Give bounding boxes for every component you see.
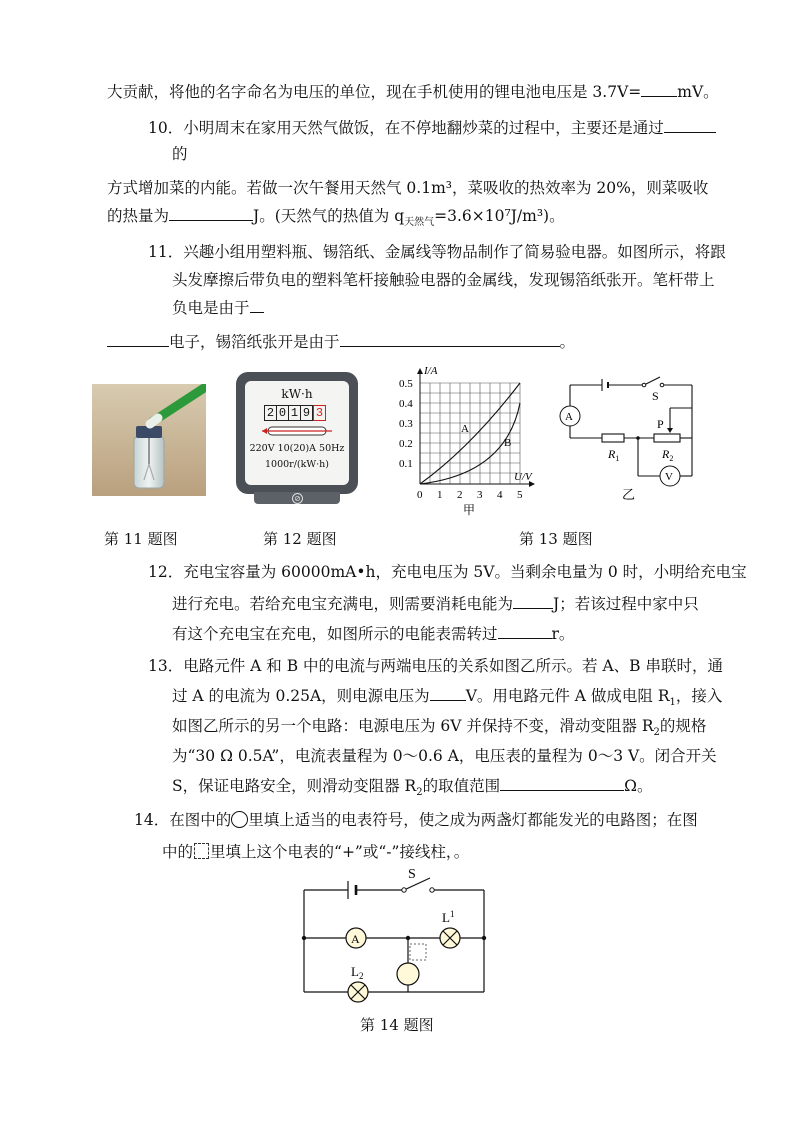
q13-text-b: V。用电路元件 A 做成电阻 R: [465, 687, 670, 705]
terminal-box: [410, 944, 426, 960]
q11-text: 负电是由于: [172, 299, 250, 317]
y-tick: 0.2: [399, 438, 413, 450]
q14-line1: [134, 810, 698, 830]
q12-text-d: r。: [551, 625, 575, 643]
switch-label-14: S: [408, 867, 416, 882]
q14-text-a: 14．在图中的: [134, 811, 232, 829]
r2-symbol: R: [662, 447, 670, 461]
meter-digit: 0: [277, 405, 289, 421]
meter-spec: 220V 10(20)A 50Hz: [249, 443, 345, 454]
fig14-caption: 第 14 题图: [360, 1016, 434, 1034]
l1-label: [442, 909, 454, 925]
q13-text-h: Ω。: [624, 777, 653, 795]
x-axis-label: U/V: [514, 471, 532, 483]
q9-blank[interactable]: [641, 82, 677, 97]
meter-unit: kW·h: [281, 387, 313, 401]
meter-digit: 9: [301, 405, 313, 421]
l1-sub: 1: [449, 909, 455, 919]
q13-text-e: 的规格: [659, 717, 707, 735]
q10-text: 10．小明周末在家用天然气做饭，在不停地翻炒菜的过程中，主要还是通过: [148, 119, 664, 137]
q10-blank-2[interactable]: [169, 206, 253, 221]
q13-text-c: ，接入: [675, 687, 723, 705]
x-tick: 0: [417, 489, 423, 501]
q13-text-d: 如图乙所示的另一个电路：电源电压为 6V 并保持不变，滑动变阻器 R: [172, 717, 654, 735]
q14-text-b: 里填上适当的电表符号，使之成为两盏灯都能发光的电路图；在图: [248, 811, 698, 829]
q13-sub-1: 1: [669, 697, 676, 709]
graph-grid: [420, 383, 520, 484]
switch-label: S: [652, 389, 659, 403]
l2-label: [351, 964, 363, 981]
q10-text-b: J。(天然气的热值为 q: [253, 207, 405, 225]
blank-meter-circle: [397, 963, 419, 985]
q12-line1: 12．充电宝容量为 60000mA•h，充电电压为 5V。当剩余电量为 0 时，小明给充电宝: [148, 563, 747, 581]
x-tick: 4: [497, 489, 503, 501]
y-tick: 0.4: [399, 398, 413, 410]
q12-line2: [172, 594, 699, 614]
q10-blank-1[interactable]: [664, 118, 716, 133]
meter-disk-icon: [258, 425, 336, 437]
l1-symbol: L: [442, 910, 450, 925]
q13-line1: 13．电路元件 A 和 B 中的电流与两端电压的关系如图乙所示。若 A、B 串联时，通: [148, 657, 723, 675]
y-axis-label: I/A: [424, 365, 438, 377]
q12-line3: [172, 624, 574, 644]
r1-label: [607, 447, 619, 463]
q14-text-c: 中的: [162, 843, 194, 861]
l2-sub: 2: [358, 971, 364, 981]
x-tick: 3: [477, 489, 483, 501]
voltmeter-label: V: [665, 471, 673, 483]
l2-symbol: L: [351, 964, 359, 979]
q13-line2: [172, 686, 722, 713]
meter-screw-icon: ⊘: [292, 493, 303, 504]
r2-sub: 2: [669, 454, 674, 463]
q14-line2: [162, 842, 469, 862]
meter-digit-decimal: 3: [313, 405, 326, 421]
q11-line2: 头发摩擦后带负电的塑料笔杆接触验电器的金属线，发现锡箔纸张开。笔杆带上: [172, 271, 715, 289]
meter-circle-icon: [231, 811, 248, 828]
q10-line1: [148, 118, 716, 138]
q13-text-g: 的取值范围: [422, 777, 501, 795]
curve-a-label: A: [461, 423, 469, 435]
circuit-caption: 乙: [622, 487, 636, 502]
q10-line3: 方式增加菜的内能。若做一次午餐用天然气 0.1m³，菜吸收的热效率为 20%，则菜吸收: [107, 179, 709, 197]
x-tick: 1: [437, 489, 443, 501]
q13-line4: 为“30 Ω 0.5A”，电流表量程为 0～0.6 A，电压表的量程为 0～3 V。闭合开关: [172, 747, 717, 765]
q13-text-a: 过 A 的电流为 0.25A，则电源电压为: [172, 687, 430, 705]
curve-b-label: B: [504, 437, 512, 449]
x-tick: 5: [517, 489, 523, 501]
meter-digits: [264, 405, 326, 421]
q13-text-f: S，保证电路安全，则滑动变阻器 R: [172, 777, 417, 795]
q13-sub-3: 2: [416, 787, 423, 799]
q12-text-c: 有这个充电宝在充电，如图所示的电能表需转过: [172, 625, 498, 643]
fig13-caption: 第 13 题图: [519, 530, 593, 548]
ammeter-label: A: [565, 411, 573, 423]
y-tick: 0.1: [399, 458, 413, 470]
q9-text: 大贡献，将他的名字命名为电压的单位，现在手机使用的锂电池电压是 3.7V=: [107, 83, 642, 101]
fig12-electricity-meter: [236, 372, 360, 506]
graph-caption: 甲: [463, 503, 476, 517]
fig13-circuit: [556, 372, 706, 504]
q11-line4: [107, 332, 575, 352]
meter-digit: 2: [264, 405, 277, 421]
q12-text: 进行充电。若给充电宝充满电，则需要消耗电能为: [172, 595, 514, 613]
q12-blank-1[interactable]: [513, 594, 553, 609]
q11-line1: 11．兴趣小组用塑料瓶、锡箔纸、金属线等物品制作了简易验电器。如图所示，将跟: [148, 243, 726, 261]
q11-text-a: 电子，锡箔纸张开是由于: [169, 333, 340, 351]
q9-tail: mV。: [677, 83, 719, 101]
q11-blank-2[interactable]: [340, 332, 560, 347]
r1-symbol: R: [608, 447, 616, 461]
q13-sub-2: 2: [653, 727, 660, 739]
q13-blank-1[interactable]: [430, 686, 466, 701]
q10-line4: [107, 206, 565, 233]
meter-digit: 1: [289, 405, 301, 421]
q12-blank-2[interactable]: [498, 624, 552, 639]
fig11-caption: 第 11 题图: [104, 530, 178, 548]
meter-rate: 1000r/(kW·h): [265, 459, 329, 470]
q13-line3: [172, 716, 706, 743]
y-tick: 0.5: [399, 378, 413, 390]
q11-blank-1b[interactable]: [107, 332, 169, 347]
r2-label: [661, 447, 673, 463]
ammeter-label-14: A: [351, 932, 360, 946]
terminal-box-icon: [194, 843, 209, 859]
q10-text-a: 的热量为: [107, 207, 170, 225]
fig13-iu-graph: [396, 362, 536, 517]
r1-sub: 1: [615, 454, 620, 463]
slider-label: P: [657, 417, 664, 431]
fig14-circuit: [296, 866, 492, 1008]
q11-line3: [172, 298, 264, 318]
q12-text-b: J；若该过程中家中只: [553, 595, 699, 613]
fig12-caption: 第 12 题图: [263, 530, 337, 548]
q10-line2: 的: [172, 145, 188, 163]
q14-text-d: 里填上这个电表的“+”或“-”接线柱，。: [210, 843, 470, 861]
fig11-electroscope-photo: [92, 384, 206, 496]
x-tick: 2: [457, 489, 463, 501]
q10-text-c: =3.6×10⁷J/m³)。: [434, 207, 565, 225]
q10-sub: 天然气: [404, 217, 435, 229]
q13-line5: [172, 776, 652, 803]
q9-line: [107, 82, 719, 102]
q11-text-b: 。: [559, 333, 576, 351]
q13-blank-2[interactable]: [500, 776, 624, 791]
y-tick: 0.3: [399, 418, 413, 430]
q11-blank-1[interactable]: [250, 298, 264, 313]
